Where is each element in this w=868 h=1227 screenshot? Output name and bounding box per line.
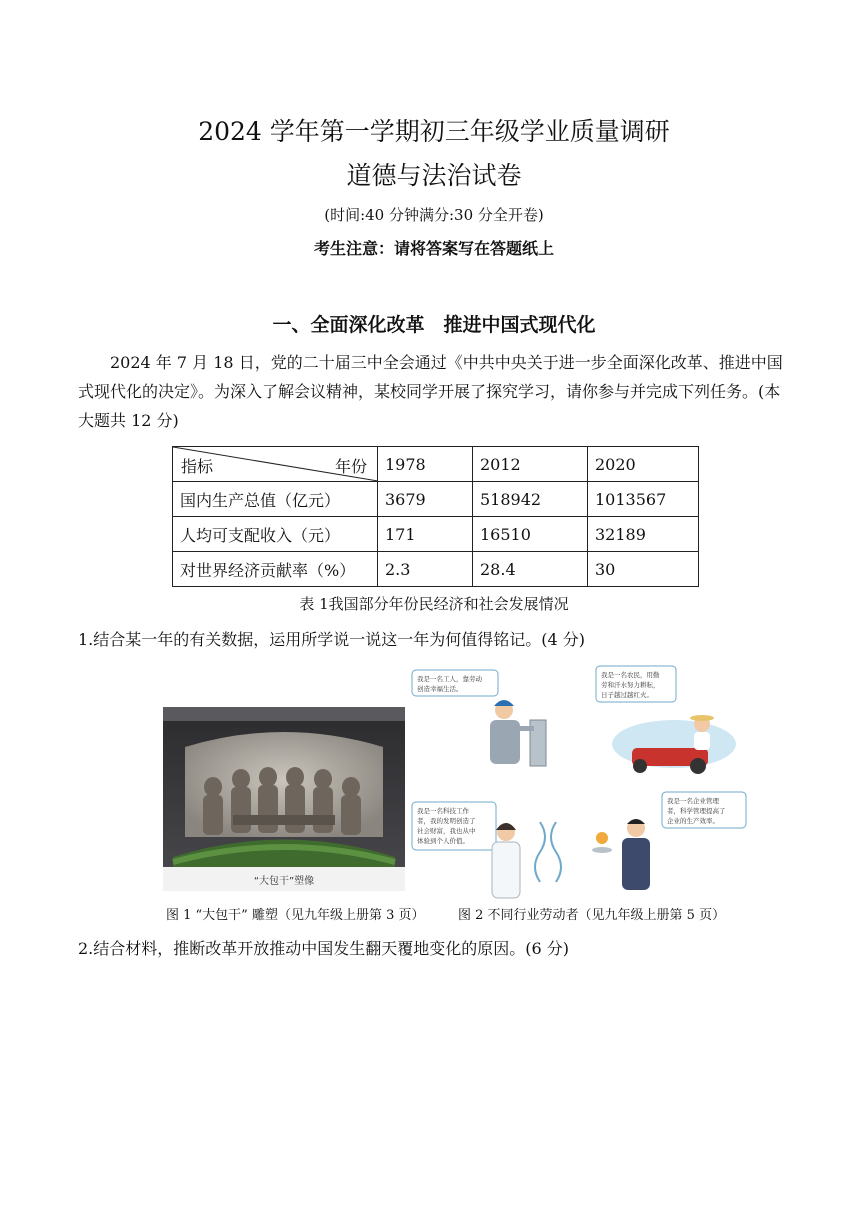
figure-1-caption: 图 1 “大包干” 雕塑（见九年级上册第 3 页） bbox=[166, 908, 425, 923]
section-heading: 一、全面深化改革 推进中国式现代化 bbox=[272, 314, 596, 336]
corner-label-year: 年份 bbox=[334, 457, 367, 476]
svg-text:日子越过越红火。 bbox=[601, 690, 653, 699]
data-table bbox=[172, 446, 699, 587]
svg-text:创造幸福生活。 bbox=[417, 684, 463, 693]
table-cell: 1013567 bbox=[588, 482, 699, 517]
table-cell: 32189 bbox=[588, 517, 699, 552]
bubble-text: 者，科学管理提高了 bbox=[667, 807, 726, 815]
question-1: 1.结合某一年的有关数据，运用所学说一说这一年为何值得铭记。(4 分) bbox=[78, 630, 586, 649]
table-cell: 30 bbox=[588, 552, 699, 587]
bubble-text: 劳和汗水努力耕耘， bbox=[601, 681, 660, 689]
section-intro bbox=[78, 348, 792, 435]
svg-text:我是一名企业管理 bbox=[667, 796, 720, 805]
table-corner-cell bbox=[173, 447, 378, 482]
table-caption: 表 1我国部分年份民经济和社会发展情况 bbox=[299, 595, 569, 613]
bubble-text: 创造幸福生活。 bbox=[417, 685, 463, 693]
table-cell: 28.4 bbox=[473, 552, 588, 587]
bubble-text: 我是一名农民，用勤 bbox=[601, 671, 660, 679]
svg-text:我是一名工人，靠劳动 bbox=[417, 674, 483, 683]
year-header: 2020 bbox=[588, 447, 699, 482]
table-row bbox=[173, 482, 699, 517]
table-row bbox=[173, 552, 699, 587]
svg-text:者，我的发明创造了 bbox=[417, 816, 476, 825]
table-cell: 518942 bbox=[473, 482, 588, 517]
workers-illustration bbox=[406, 662, 751, 904]
svg-text:企业的生产效率。 bbox=[667, 816, 719, 825]
exam-title: 2024 学年第一学期初三年级学业质量调研 bbox=[198, 117, 670, 146]
svg-text:劳和汗水努力耕耘， bbox=[601, 680, 660, 689]
question-2: 2.结合材料，推断改革开放推动中国发生翻天覆地变化的原因。(6 分) bbox=[78, 939, 570, 958]
table-header-row bbox=[173, 447, 699, 482]
table-cell: 171 bbox=[378, 517, 473, 552]
svg-text:者，科学管理提高了 bbox=[667, 806, 726, 815]
sculpture-photo bbox=[163, 707, 405, 891]
row-label: 对世界经济贡献率（%） bbox=[173, 552, 378, 587]
row-label: 国内生产总值（亿元） bbox=[173, 482, 378, 517]
bubble-text: 企业的生产效率。 bbox=[667, 817, 719, 825]
manager-figure bbox=[592, 819, 650, 890]
exam-info: (时间:40 分钟满分:30 分全开卷) bbox=[324, 206, 544, 224]
year-header: 1978 bbox=[378, 447, 473, 482]
svg-text:社会财富，我也从中 bbox=[417, 826, 476, 835]
row-label: 人均可支配收入（元） bbox=[173, 517, 378, 552]
svg-text:体验到个人价值。 bbox=[417, 836, 469, 845]
bubble-text: 体验到个人价值。 bbox=[417, 837, 469, 845]
photo-inner-caption: “大包干”塑像 bbox=[253, 876, 315, 887]
bubble-text: 我是一名工人，靠劳动 bbox=[417, 675, 482, 683]
exam-notice: 考生注意：请将答案写在答题纸上 bbox=[313, 239, 554, 258]
corner-label-indicator: 指标 bbox=[181, 457, 214, 476]
svg-text:我是一名农民，用勤 bbox=[601, 670, 660, 679]
bubble-text: 日子越过越红火。 bbox=[601, 691, 653, 699]
farmer-figure bbox=[612, 715, 736, 774]
scientist-figure bbox=[492, 822, 561, 898]
bubble-text: 我是一名企业管理 bbox=[667, 797, 719, 805]
table-row bbox=[173, 517, 699, 552]
svg-text:我是一名科技工作 bbox=[417, 806, 470, 815]
bubble-text: 社会财富，我也从中 bbox=[417, 827, 476, 835]
worker-figure bbox=[490, 700, 546, 766]
table-cell: 16510 bbox=[473, 517, 588, 552]
bubble-text: 我是一名科技工作 bbox=[417, 807, 469, 815]
table-cell: 3679 bbox=[378, 482, 473, 517]
figure-2-caption: 图 2 不同行业劳动者（见九年级上册第 5 页） bbox=[458, 908, 726, 923]
exam-subject: 道德与法治试卷 bbox=[346, 161, 522, 190]
intro-paragraph: 2024 年 7 月 18 日，党的二十届三中全会通过《中共中央关于进一步全面深化改革、推进中国式现代化的决定》。为深入了解会议精神，某校同学开展了探究学习，请你参与并完成下列任务。(本大题共 12 分) bbox=[78, 353, 783, 430]
year-header: 2012 bbox=[473, 447, 588, 482]
bubble-text: 者，我的发明创造了 bbox=[417, 817, 476, 825]
table-cell: 2.3 bbox=[378, 552, 473, 587]
